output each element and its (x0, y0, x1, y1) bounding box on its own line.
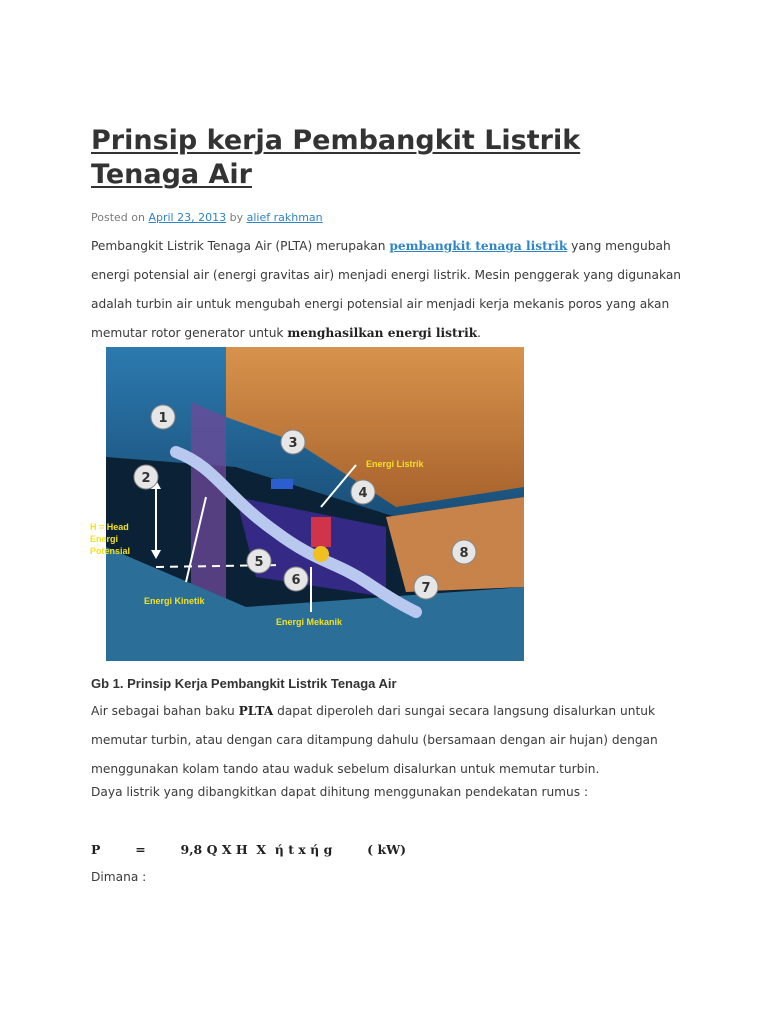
posted-on-label: Posted on (91, 211, 145, 224)
marker-2-label: 2 (141, 471, 151, 486)
body-line-1 (91, 697, 691, 726)
body-line-2: memutar turbin, atau dengan cara ditampung dahulu (bersamaan dengan air hujan) dengan (91, 733, 658, 747)
pembangkit-tenaga-listrik-link[interactable]: pembangkit tenaga listrik (389, 239, 568, 253)
intro-line-2: energi potensial air (energi gravitas air) menjadi energi listrik. Mesin penggerak yang digunakan (91, 268, 682, 282)
author-link[interactable]: alief rakhman (246, 211, 323, 224)
marker-6-label: 6 (291, 573, 301, 588)
post-meta (91, 211, 323, 224)
diagram-svg (90, 347, 524, 661)
hydropower-diagram (90, 347, 524, 661)
head-label-3: Potensial (90, 546, 131, 556)
generator (311, 517, 331, 547)
marker-5-label: 5 (254, 555, 264, 570)
marker-7-label: 7 (421, 581, 431, 596)
intro-bold-text: menghasilkan energi listrik (287, 326, 478, 340)
intro-paragraph (91, 232, 691, 348)
figure-caption: Gb 1. Prinsip Kerja Pembangkit Listrik Tenaga Air (91, 676, 397, 691)
intro-text: memutar rotor generator untuk (91, 326, 288, 340)
intro-text: yang mengubah (567, 239, 671, 253)
head-label-2: Energi (90, 534, 119, 544)
turbine (313, 546, 329, 562)
by-label: by (229, 211, 244, 224)
intro-text: . (477, 326, 482, 340)
energi-mekanik-label: Energi Mekanik (276, 617, 343, 627)
body-paragraph (91, 697, 691, 803)
transformer (271, 479, 293, 489)
marker-1-label: 1 (158, 411, 168, 426)
marker-4-label: 4 (358, 486, 368, 501)
marker-3-label: 3 (288, 436, 298, 451)
intro-line-4 (91, 319, 691, 348)
post-date-link[interactable]: April 23, 2013 (148, 211, 227, 224)
post-title[interactable] (91, 124, 671, 192)
intro-text: Pembangkit Listrik Tenaga Air (PLTA) merupakan (91, 239, 390, 253)
body-line-4: Daya listrik yang dibangkitkan dapat dihitung menggunakan pendekatan rumus : (91, 785, 589, 799)
intro-line-3: adalah turbin air untuk mengubah energi potensial air menjadi kerja mekanis poros yang akan (91, 297, 670, 311)
body-text: dapat diperoleh dari sungai secara langsung disalurkan untuk (273, 704, 656, 718)
body-text: Air sebagai bahan baku (91, 704, 239, 718)
power-formula: P = 9,8 Q X H X ή t x ή g ( kW) (91, 842, 407, 857)
marker-8-label: 8 (459, 546, 469, 561)
head-label-1: H = Head (90, 522, 129, 532)
plta-bold: PLTA (238, 704, 274, 718)
post-title-line1[interactable]: Prinsip kerja Pembangkit Listrik (91, 125, 581, 156)
energi-kinetik-label: Energi Kinetik (144, 596, 205, 606)
intro-line-1 (91, 232, 691, 261)
post-title-line2[interactable]: Tenaga Air (91, 159, 252, 190)
energi-listrik-label: Energi Listrik (366, 459, 424, 469)
body-line-3: menggunakan kolam tando atau waduk sebelum disalurkan untuk memutar turbin. (91, 762, 600, 776)
dimana-label: Dimana : (91, 870, 147, 884)
